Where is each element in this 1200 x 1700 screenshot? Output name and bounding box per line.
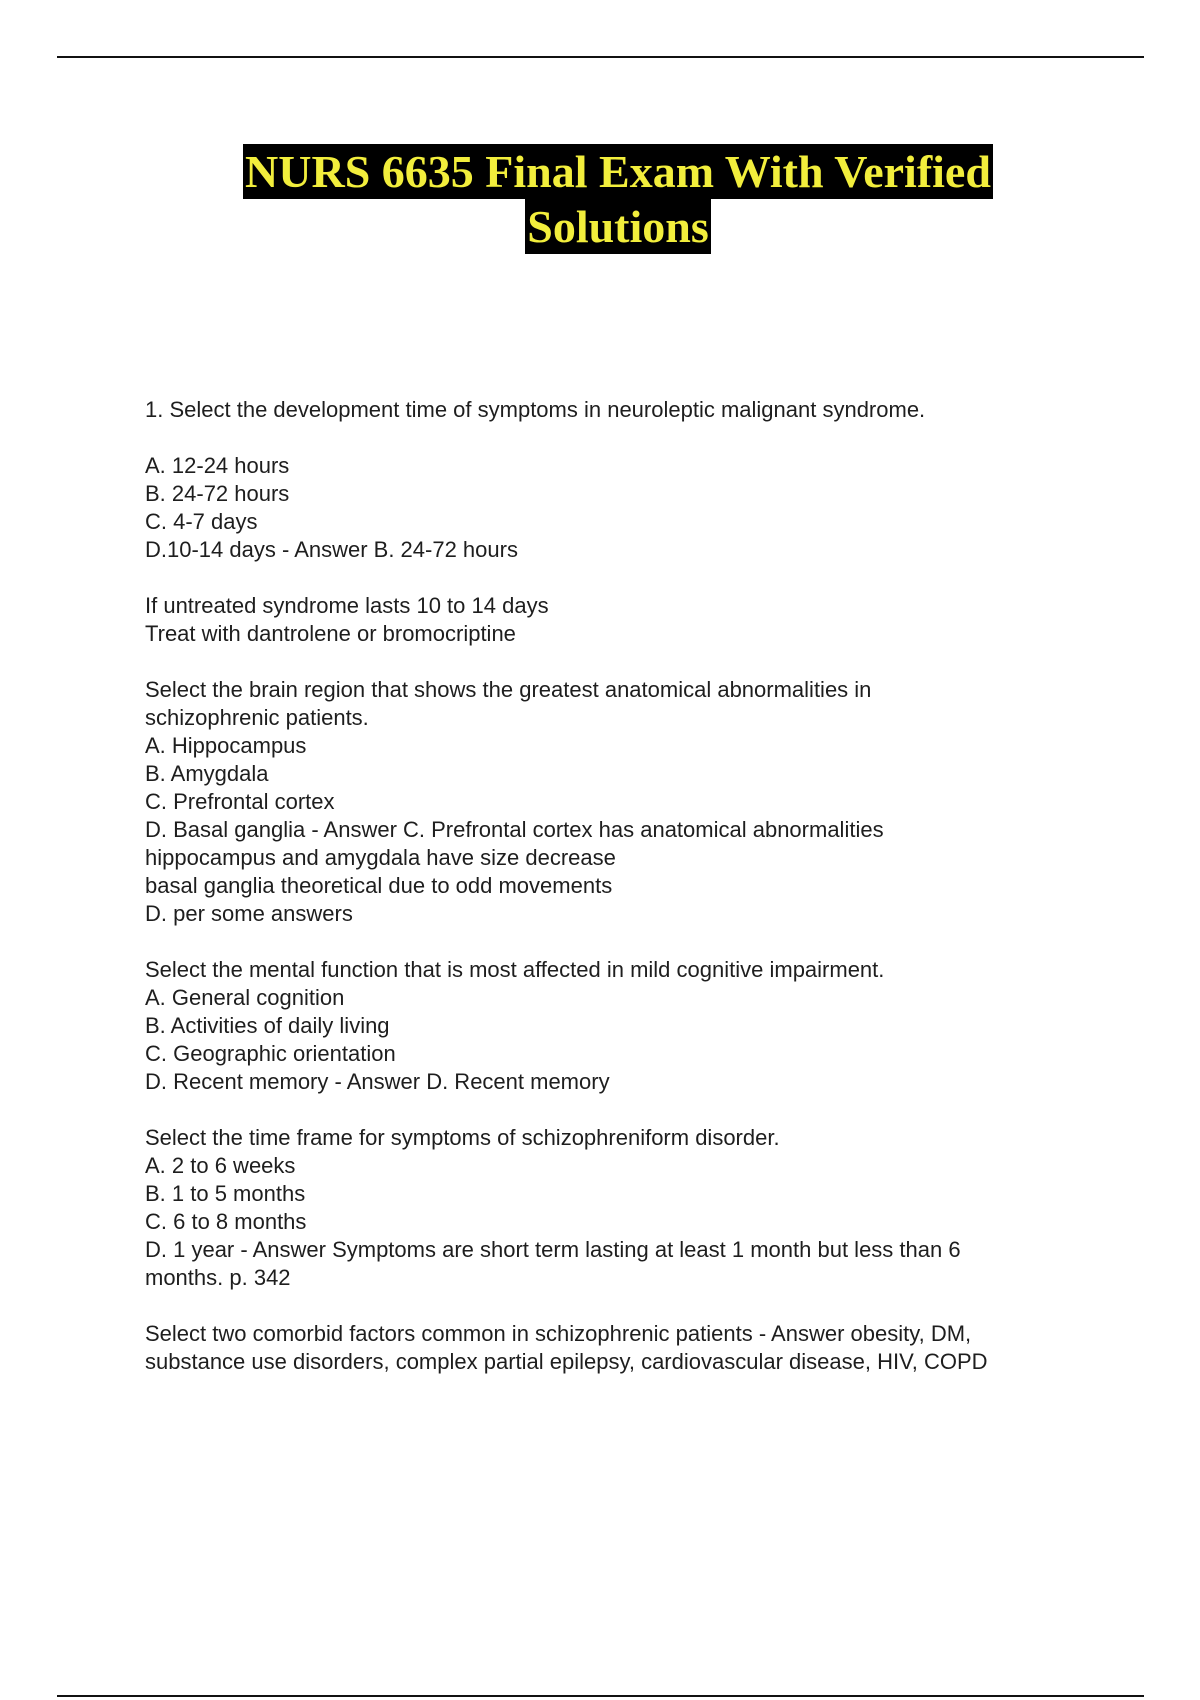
title-line-1: NURS 6635 Final Exam With Verified bbox=[245, 146, 991, 197]
option-line: A. 2 to 6 weeks bbox=[145, 1153, 296, 1178]
answer-detail-line: substance use disorders, complex partial epilepsy, cardiovascular disease, HIV, COPD bbox=[145, 1349, 988, 1374]
option-answer-line: D. Basal ganglia - Answer C. Prefrontal cortex has anatomical abnormalities bbox=[145, 817, 884, 842]
option-answer-line: D. Recent memory - Answer D. Recent memory bbox=[145, 1069, 610, 1094]
option-line: B. 24-72 hours bbox=[145, 481, 290, 506]
question-block bbox=[145, 956, 1105, 1096]
document-body bbox=[145, 396, 1105, 1376]
question-block bbox=[145, 1320, 1105, 1376]
note-block bbox=[145, 592, 1105, 648]
question-block bbox=[145, 396, 1105, 424]
question-answer-line: Select two comorbid factors common in schizophrenic patients - Answer obesity, DM, bbox=[145, 1321, 972, 1346]
question-text: Select the mental function that is most affected in mild cognitive impairment. bbox=[145, 957, 885, 982]
document-title bbox=[0, 144, 1200, 254]
option-line: B. Activities of daily living bbox=[145, 1013, 390, 1038]
option-answer-line: D.10-14 days - Answer B. 24-72 hours bbox=[145, 537, 518, 562]
answer-detail-line: basal ganglia theoretical due to odd movements bbox=[145, 873, 613, 898]
title-line-2: Solutions bbox=[527, 201, 709, 252]
question-text: schizophrenic patients. bbox=[145, 705, 369, 730]
answer-options-block bbox=[145, 452, 1105, 564]
option-line: A. Hippocampus bbox=[145, 733, 307, 758]
question-block bbox=[145, 676, 1105, 928]
question-text: Select the brain region that shows the greatest anatomical abnormalities in bbox=[145, 677, 872, 702]
answer-detail-line: months. p. 342 bbox=[145, 1265, 291, 1290]
question-text: 1. Select the development time of symptoms in neuroleptic malignant syndrome. bbox=[145, 397, 926, 422]
note-line: Treat with dantrolene or bromocriptine bbox=[145, 621, 516, 646]
question-text: Select the time frame for symptoms of schizophreniform disorder. bbox=[145, 1125, 780, 1150]
answer-detail-line: D. per some answers bbox=[145, 901, 353, 926]
option-line: C. Geographic orientation bbox=[145, 1041, 396, 1066]
option-answer-line: D. 1 year - Answer Symptoms are short term lasting at least 1 month but less than 6 bbox=[145, 1237, 961, 1262]
note-line: If untreated syndrome lasts 10 to 14 days bbox=[145, 593, 549, 618]
question-block bbox=[145, 1124, 1105, 1292]
bottom-rule bbox=[57, 1695, 1144, 1697]
option-line: C. 4-7 days bbox=[145, 509, 258, 534]
top-rule bbox=[57, 56, 1144, 58]
option-line: C. 6 to 8 months bbox=[145, 1209, 307, 1234]
option-line: A. General cognition bbox=[145, 985, 345, 1010]
option-line: A. 12-24 hours bbox=[145, 453, 290, 478]
option-line: B. 1 to 5 months bbox=[145, 1181, 306, 1206]
option-line: B. Amygdala bbox=[145, 761, 269, 786]
answer-detail-line: hippocampus and amygdala have size decrease bbox=[145, 845, 616, 870]
option-line: C. Prefrontal cortex bbox=[145, 789, 335, 814]
